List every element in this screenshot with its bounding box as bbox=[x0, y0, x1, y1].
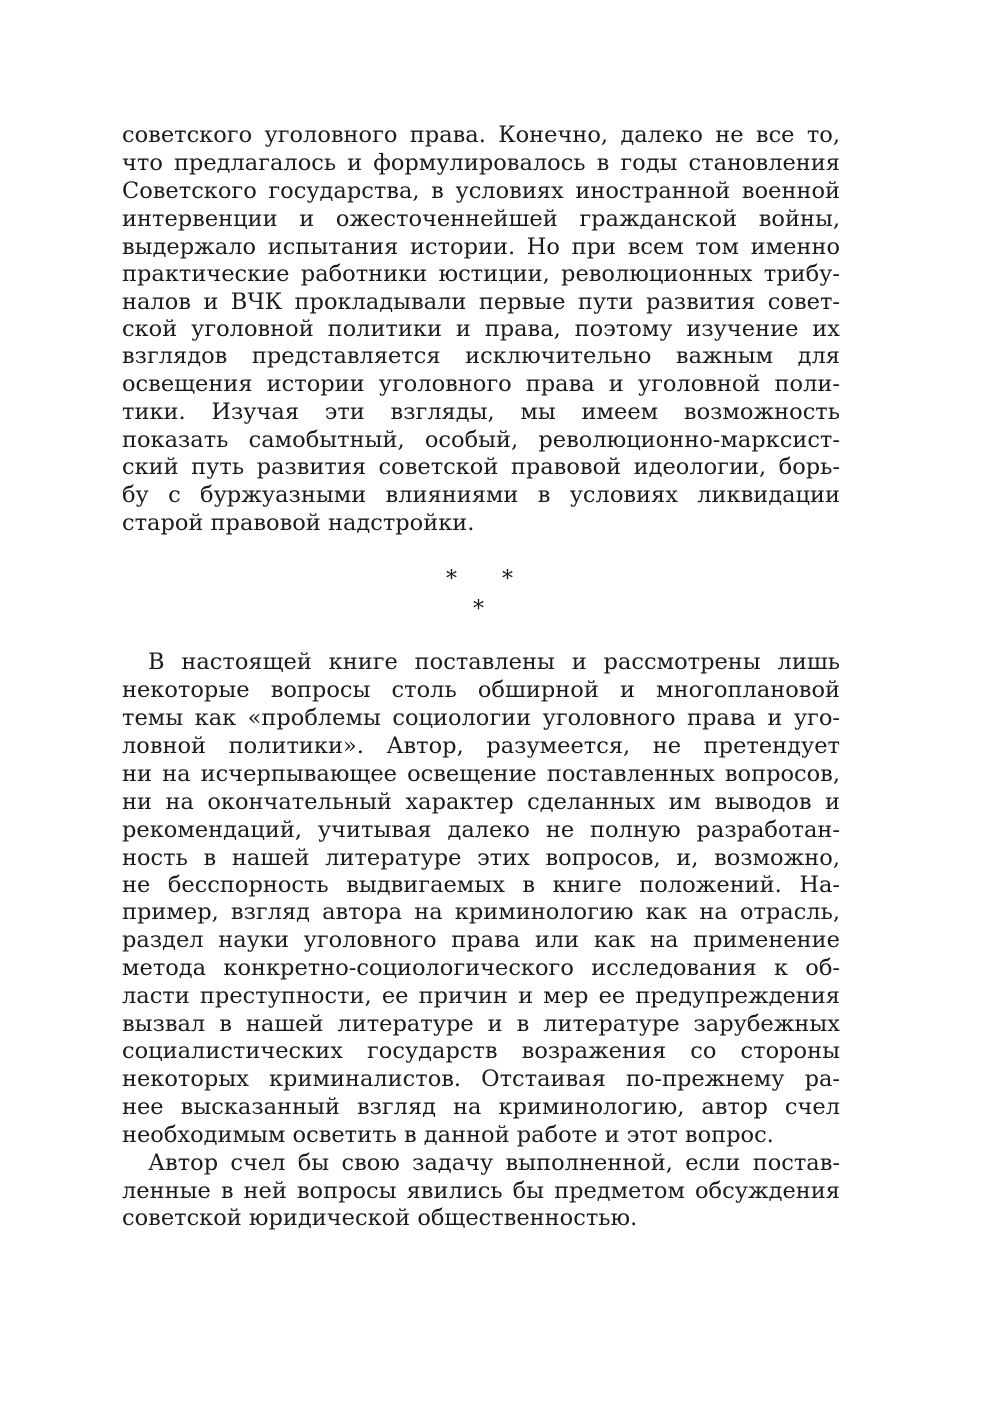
text-line: практические работники юстиции, революционных трибу- bbox=[122, 261, 840, 287]
text-line: ни на окончательный характер сделанных им выводов и bbox=[122, 789, 840, 815]
text-line: ской уголовной политики и права, поэтому изучение их bbox=[122, 316, 840, 342]
text-line: ский путь развития советской правовой идеологии, борь- bbox=[122, 454, 840, 480]
text-line: не бесспорность выдвигаемых в книге положений. На- bbox=[122, 872, 840, 898]
text-line: ласти преступности, ее причин и мер ее предупреждения bbox=[122, 983, 840, 1009]
text-line: налов и ВЧК прокладывали первые пути развития совет- bbox=[122, 289, 840, 315]
text-line: тики. Изучая эти взгляды, мы имеем возможность bbox=[122, 399, 840, 425]
text-line: социалистических государств возражения со стороны bbox=[122, 1038, 840, 1064]
text-line: советского уголовного права. Конечно, далеко не все то, bbox=[122, 122, 840, 148]
separator-star: * bbox=[502, 567, 513, 592]
text-line: некоторых криминалистов. Отстаивая по-прежнему ра- bbox=[122, 1066, 840, 1092]
text-line: рекомендаций, учитывая далеко не полную разработан- bbox=[122, 817, 840, 843]
text-line: пример, взгляд автора на криминологию как на отрасль, bbox=[122, 899, 840, 925]
text-line: ленные в ней вопросы явились бы предметом обсуждения bbox=[122, 1178, 840, 1204]
separator-star: * bbox=[473, 597, 484, 622]
text-line: ни на исчерпывающее освещение поставленных вопросов, bbox=[122, 761, 840, 787]
text-line: Автор счел бы свою задачу выполненной, если постав- bbox=[148, 1150, 840, 1176]
text-line: некоторые вопросы столь обширной и многоплановой bbox=[122, 677, 840, 703]
text-line: Советского государства, в условиях иностранной военной bbox=[122, 178, 840, 204]
text-line: освещения истории уголовного права и уголовной поли- bbox=[122, 371, 840, 397]
text-line: вызвал в нашей литературе и в литературе зарубежных bbox=[122, 1011, 840, 1037]
text-line: необходимым осветить в данной работе и этот вопрос. bbox=[122, 1122, 774, 1148]
text-line: интервенции и ожесточеннейшей гражданской войны, bbox=[122, 206, 840, 232]
text-line: темы как «проблемы социологии уголовного права и уго- bbox=[122, 705, 840, 731]
text-line: выдержало испытания истории. Но при всем том именно bbox=[122, 234, 840, 260]
text-line: ность в нашей литературе этих вопросов, и, возможно, bbox=[122, 845, 840, 871]
text-line: нее высказанный взгляд на криминологию, автор счел bbox=[122, 1094, 840, 1120]
text-line: метода конкретно-социологического исследования к об- bbox=[122, 955, 840, 981]
text-line: старой правовой надстройки. bbox=[122, 510, 475, 536]
text-line: раздел науки уголовного права или как на применение bbox=[122, 927, 840, 953]
text-line: советской юридической общественностью. bbox=[122, 1205, 638, 1231]
text-line: показать самобытный, особый, революционно-марксист- bbox=[122, 427, 840, 453]
text-line: бу с буржуазными влияниями в условиях ликвидации bbox=[122, 482, 840, 508]
text-line: В настоящей книге поставлены и рассмотрены лишь bbox=[148, 649, 840, 675]
text-line: что предлагалось и формулировалось в годы становления bbox=[122, 150, 840, 176]
separator-star: * bbox=[446, 567, 457, 592]
text-line: взглядов представляется исключительно важным для bbox=[122, 343, 840, 369]
text-line: ловной политики». Автор, разумеется, не претендует bbox=[122, 733, 840, 759]
